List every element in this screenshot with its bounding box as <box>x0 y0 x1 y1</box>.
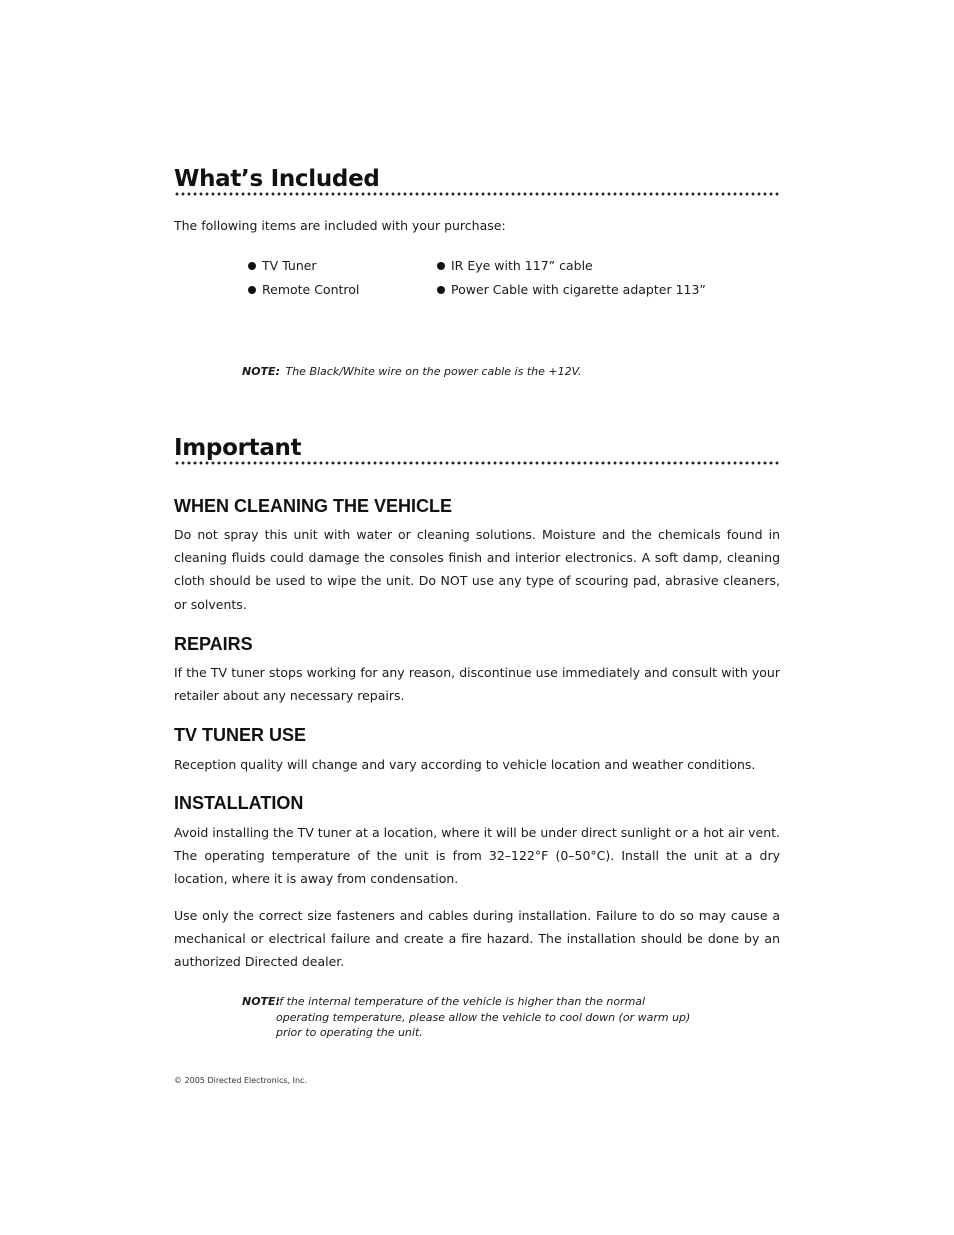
cleaning-heading: WHEN CLEANING THE VEHICLE <box>174 496 453 516</box>
whats-included-title: What’s Included <box>174 166 380 192</box>
list-item: Remote Control <box>248 281 359 299</box>
tuner-use-heading: TV TUNER USE <box>174 725 307 745</box>
bullet-icon <box>248 262 256 270</box>
list-item: IR Eye with 117” cable <box>437 257 593 275</box>
list-item: TV Tuner <box>248 257 317 275</box>
temperature-note <box>242 994 712 1042</box>
bullet-icon <box>437 262 445 270</box>
title-dotted-rule <box>174 192 780 196</box>
note-label: NOTE: <box>242 995 280 1008</box>
repairs-text: If the TV tuner stops working for any reason, discontinue use immediately and consult with your retailer about any necessary repairs. <box>174 665 780 704</box>
included-intro: The following items are included with your purchase: <box>174 218 506 233</box>
power-cable-note <box>242 364 742 380</box>
bullet-icon <box>248 286 256 294</box>
installation-heading: INSTALLATION <box>174 793 304 813</box>
installation-text-1: Avoid installing the TV tuner at a location, where it will be under direct sunlight or a hot air vent. The operating temperature of the unit is from 32–122°F (0–50°C). Install the unit at a dry location, where it is away from condensation. <box>174 825 780 887</box>
repairs-heading: REPAIRS <box>174 634 253 654</box>
tuner-use-text: Reception quality will change and vary according to vehicle location and weather conditions. <box>174 757 756 772</box>
note-text: If the internal temperature of the vehicle is higher than the normal operating temperature, please allow the vehicle to cool down (or warm up) prior to operating the unit. <box>276 995 691 1039</box>
installation-text-2: Use only the correct size fasteners and cables during installation. Failure to do so may cause a mechanical or electrical failure and create a fire hazard. The installation should be done by an authorized Directed dealer. <box>174 908 780 970</box>
copyright: © 2005 Directed Electronics, Inc. <box>174 1076 307 1085</box>
cleaning-text: Do not spray this unit with water or cleaning solutions. Moisture and the chemicals found in cleaning fluids could damage the consoles finish and interior electronics. A soft damp, cleaning cloth should be used to wipe the unit. Do NOT use any type of scouring pad, abrasive cleaners, or solvents. <box>174 527 780 612</box>
note-label: NOTE: <box>242 365 280 378</box>
bullet-icon <box>437 286 445 294</box>
list-item: Power Cable with cigarette adapter 113” <box>437 281 706 299</box>
title-dotted-rule <box>174 461 780 465</box>
note-text: The Black/White wire on the power cable is the +12V. <box>285 365 582 378</box>
important-title: Important <box>174 435 302 461</box>
